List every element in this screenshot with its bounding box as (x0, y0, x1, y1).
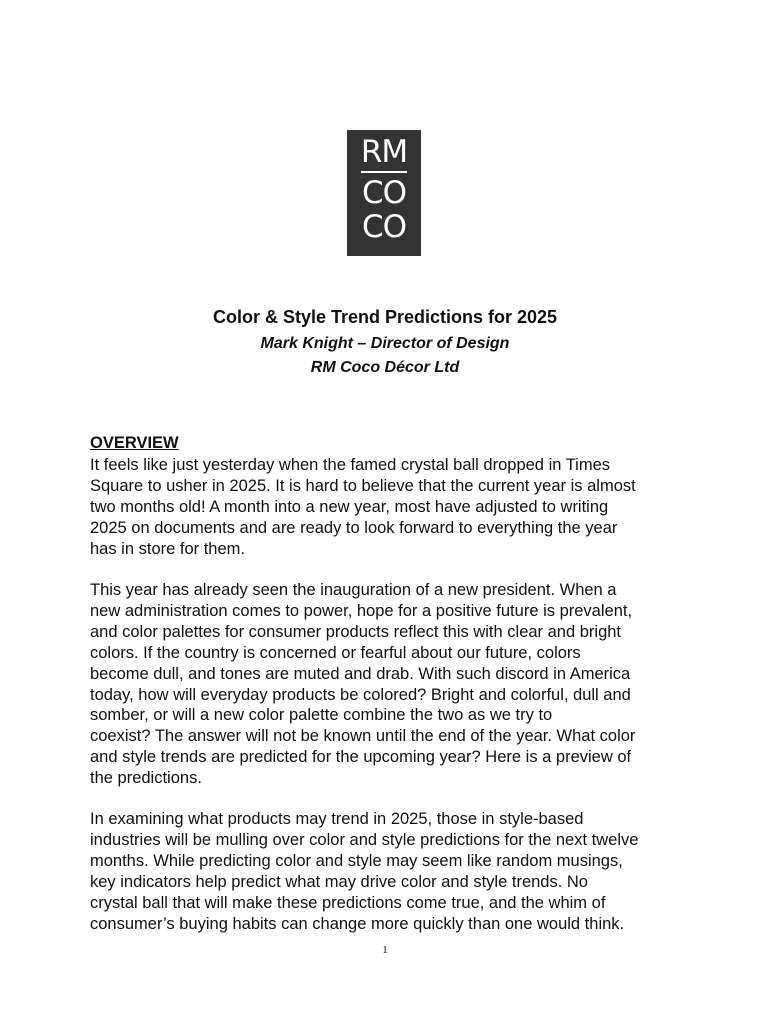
paragraph-line: Square to usher in 2025. It is hard to believe that the current year is almost (90, 476, 636, 495)
paragraph-line: crystal ball that will make these predictions come true, and the whim of (90, 893, 606, 912)
paragraph-line: 2025 on documents and are ready to look forward to everything the year (90, 518, 618, 537)
logo-text-rm: RM (360, 134, 408, 170)
logo-divider (361, 171, 407, 173)
paragraph-line: key indicators help predict what may drive color and style trends. No (90, 872, 588, 891)
paragraph-line: This year has already seen the inauguration of a new president. When a (90, 581, 617, 599)
overview-heading: OVERVIEW (90, 434, 179, 452)
paragraph-line: consumer’s buying habits can change more quickly than one would think. (90, 914, 625, 933)
paragraph-1 (90, 455, 690, 560)
paragraph-line: and color palettes for consumer products reflect this with clear and bright (90, 622, 622, 641)
paragraph-line: It feels like just yesterday when the famed crystal ball dropped in Times (90, 456, 610, 474)
paragraph-2 (90, 580, 690, 789)
paragraph-3 (90, 809, 690, 934)
page-number: 1 (382, 944, 388, 956)
paragraph-line: somber, or will a new color palette combine the two as we try to (90, 706, 553, 725)
paragraph-line: two months old! A month into a new year, most have adjusted to writing (90, 497, 609, 516)
document-title: Color & Style Trend Predictions for 2025 (212, 307, 558, 327)
logo-text-co-1: CO (361, 175, 407, 211)
paragraph-line: today, how will everyday products be colored? Bright and colorful, dull and (90, 685, 631, 704)
company-line: RM Coco Décor Ltd (310, 359, 460, 376)
paragraph-line: has in store for them. (90, 539, 245, 558)
rm-coco-logo (347, 130, 421, 256)
paragraph-line: and style trends are predicted for the upcoming year? Here is a preview of (90, 748, 632, 767)
paragraph-line: new administration comes to power, hope for a positive future is prevalent, (90, 601, 633, 620)
logo-text-co-2: CO (361, 209, 407, 245)
paragraph-line: colors. If the country is concerned or fearful about our future, colors (90, 643, 581, 662)
paragraph-line: In examining what products may trend in 2025, those in style-based (90, 810, 584, 828)
paragraph-line: months. While predicting color and style may seem like random musings, (90, 851, 623, 870)
paragraph-line: become dull, and tones are muted and drab. With such discord in America (90, 664, 631, 683)
paragraph-line: industries will be mulling over color and style predictions for the next twelve (90, 830, 639, 849)
paragraph-line: coexist? The answer will not be known until the end of the year. What color (90, 727, 636, 746)
paragraph-line: the predictions. (90, 769, 202, 788)
author-line: Mark Knight – Director of Design (260, 335, 510, 352)
